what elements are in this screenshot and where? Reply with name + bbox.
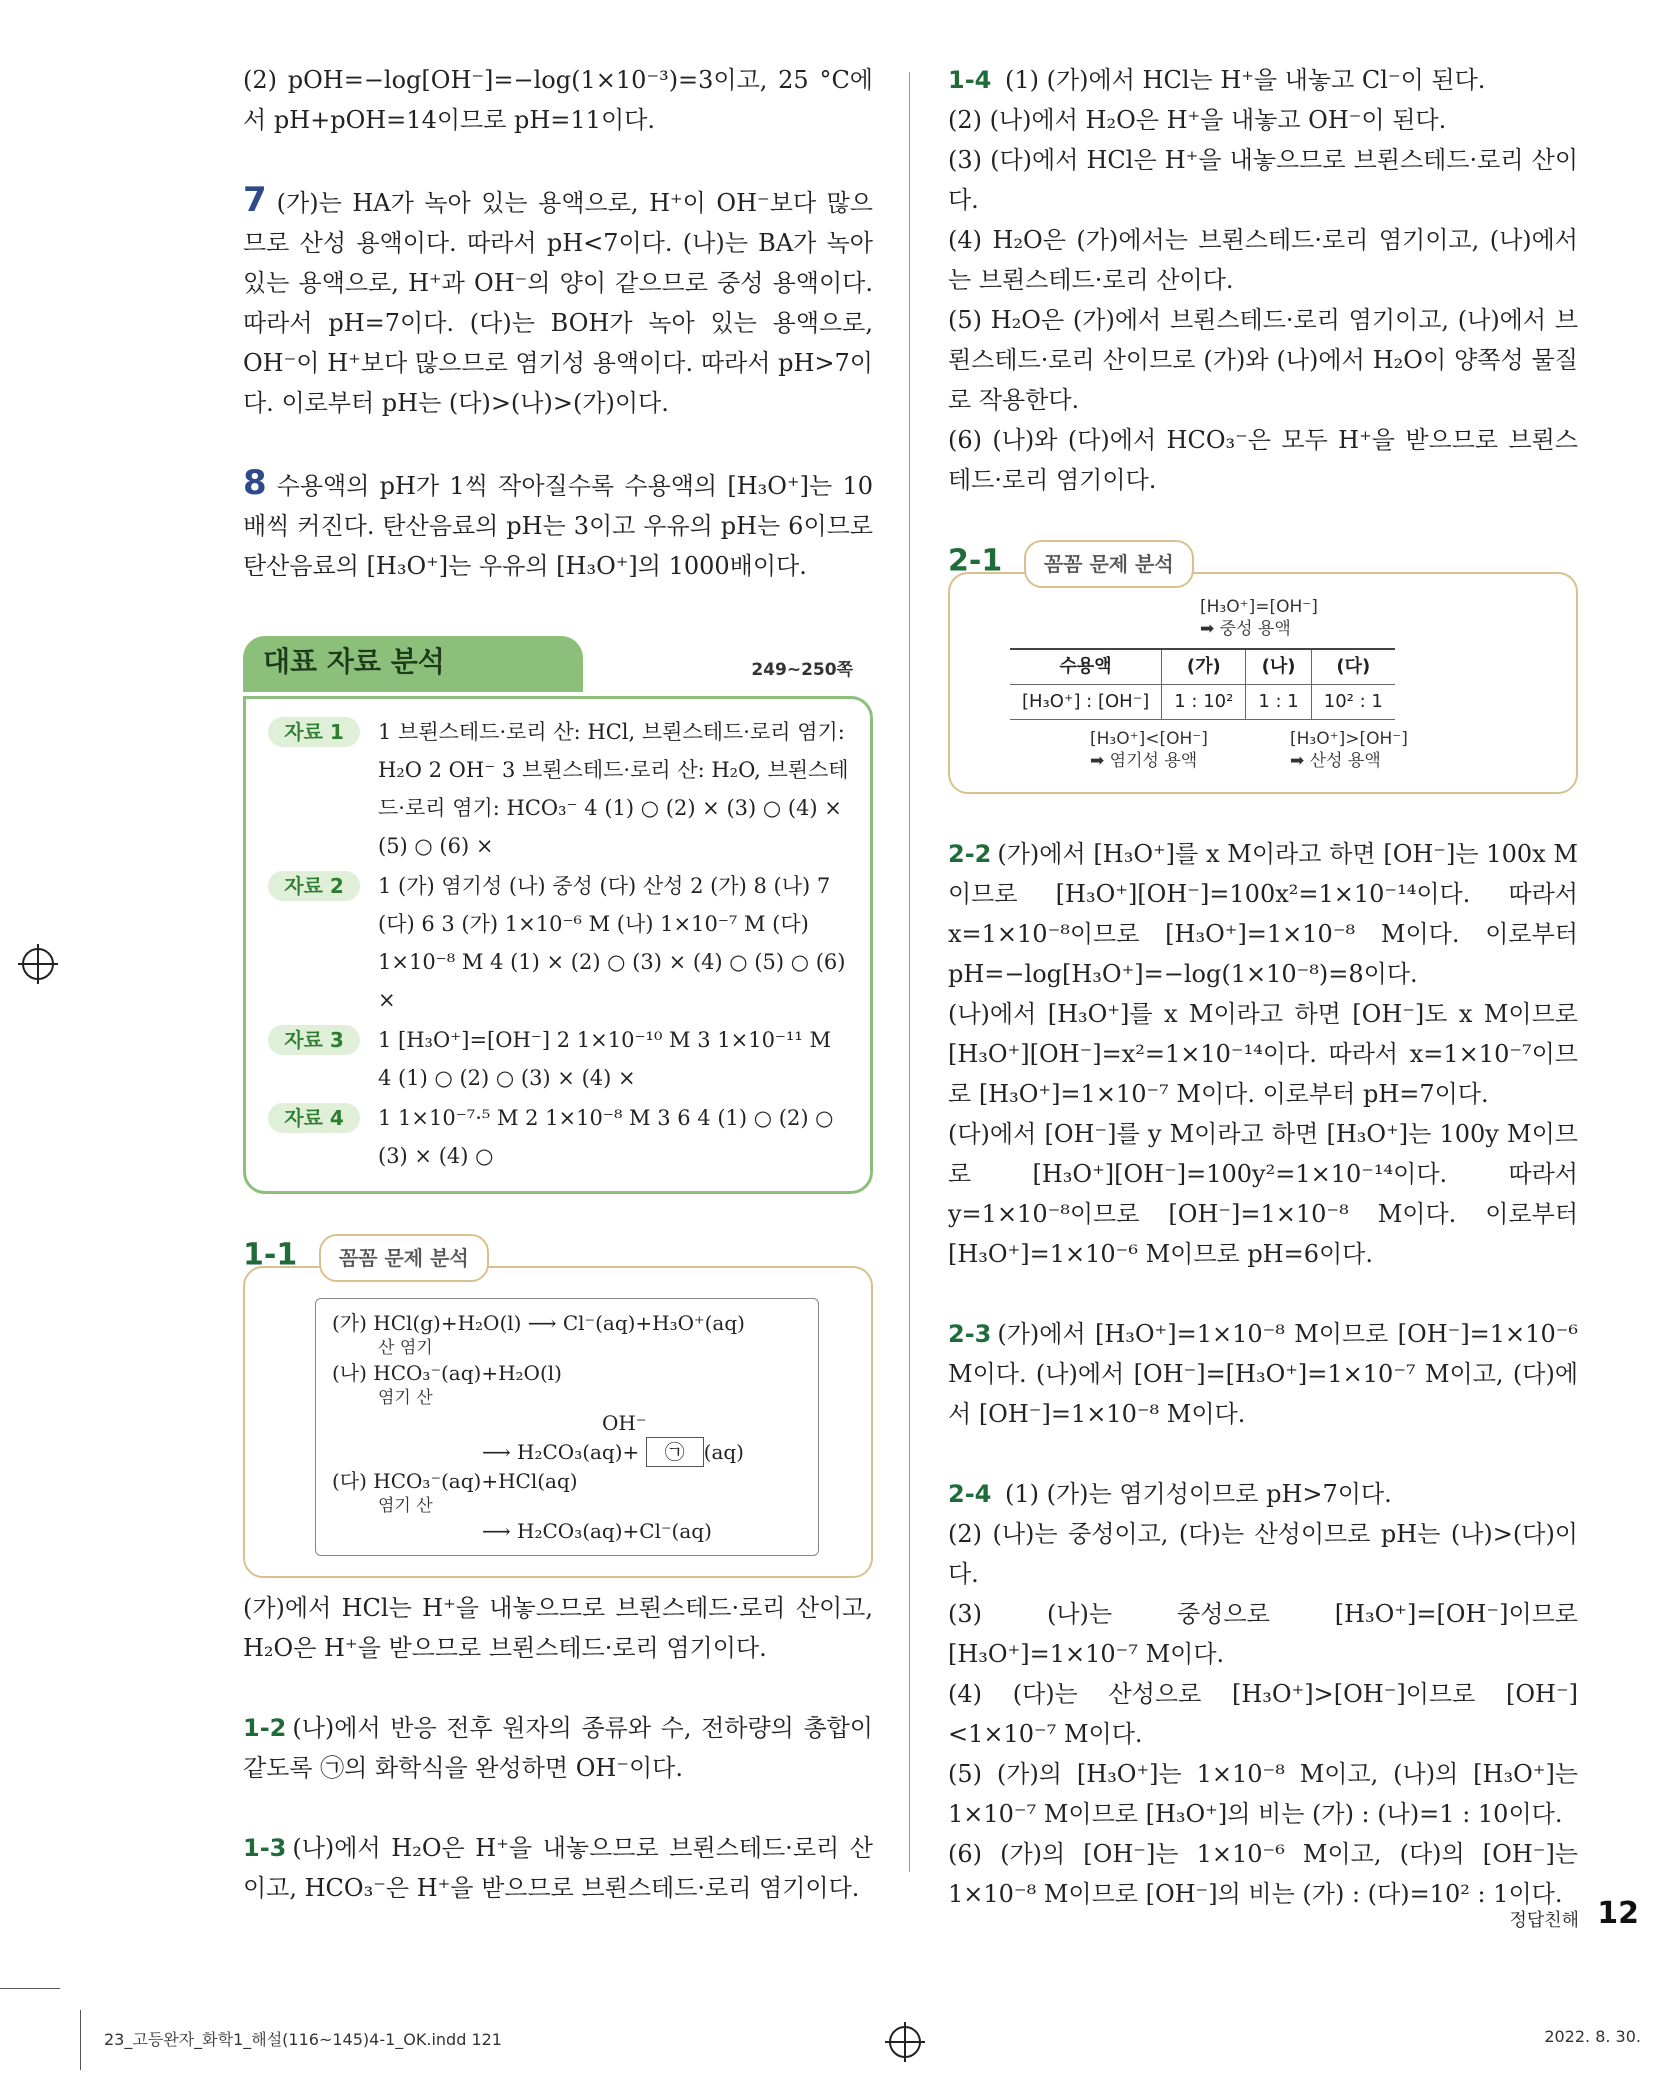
answer-item: (3) (다)에서 HCl은 H⁺을 내놓으므로 브뢴스테드·로리 산이다.: [948, 146, 1578, 214]
neutral-note-result: ➡ 중성 용액: [1200, 619, 1291, 639]
answer-paragraph: (다)에서 [OH⁻]를 y M이라고 하면 [H₃O⁺]는 100y M이므로 [H₃O⁺][OH⁻]=100y²=1×10⁻¹⁴이다. 따라서 y=1×10⁻⁸이므로 [OH⁻]=1×10⁻⁸ M이다. 이로부터 [H₃O⁺]=1×10⁻⁶ M이므로 pH=6이다.: [948, 1120, 1578, 1268]
basic-note-result: ➡ 염기성 용액: [1090, 751, 1198, 771]
answer-item: (4) (다)는 산성으로 [H₃O⁺]>[OH⁻]이므로 [OH⁻]<1×10⁻⁷ M이다.: [948, 1680, 1578, 1748]
data-badge: 자료 2: [268, 871, 360, 901]
reaction-1: (가) HCl(g)+H₂O(l) ⟶ Cl⁻(aq)+H₃O⁺(aq): [332, 1311, 745, 1335]
table-cell: 1 : 1: [1246, 685, 1311, 720]
answer-text: (가)는 HA가 녹아 있는 용액으로, H⁺이 OH⁻보다 많으므로 산성 용액이다. 따라서 pH<7이다. (나)는 BA가 녹아 있는 용액으로, H⁺과 OH⁻의 양이 같으므로 중성 용액이다. 따라서 pH=7이다. (다)는 BOH가 녹아 있는 용액으로, OH⁻이 H⁺보다 많으므로 염기성 용액이다. 따라서 pH>7이다. 이로부터 pH는 (다)>(나)>(가)이다.: [243, 189, 873, 417]
question-number: 2-2: [948, 840, 992, 868]
crop-mark: [80, 2010, 81, 2070]
rep-answers: 1 브뢴스테드·로리 산: HCl, 브뢴스테드·로리 염기: H₂O 2 OH⁻ 3 브뢴스테드·로리 산: H₂O, 브뢴스테드·로리 염기: HCO₃⁻ 4 (1) ○ (2) × (3) ○ (4) × (5) ○ (6) ×: [378, 720, 849, 858]
registration-mark-icon: [889, 2026, 921, 2058]
table-cell: 1 : 10²: [1162, 685, 1246, 720]
crop-mark: [0, 1988, 60, 1989]
basic-note: [H₃O⁺]<[OH⁻]: [1090, 729, 1208, 749]
answer-item: (4) H₂O은 (가)에서는 브뢴스테드·로리 염기이고, (나)에서는 브뢴스테드·로리 산이다.: [948, 226, 1578, 294]
representative-data-analysis: [243, 636, 873, 1194]
analysis-frame: [948, 572, 1578, 794]
analysis-label: 꼼꼼 문제 분석: [319, 1234, 489, 1282]
answer-1-4: [948, 60, 1578, 500]
table-header: (나): [1246, 649, 1311, 685]
answer-item: (2) (나)에서 H₂O은 H⁺을 내놓고 OH⁻이 된다.: [948, 106, 1447, 134]
ratio-notes: [1090, 728, 1556, 772]
right-column: [948, 60, 1578, 1914]
rep-answers: 1 [H₃O⁺]=[OH⁻] 2 1×10⁻¹⁰ M 3 1×10⁻¹¹ M 4 (1) ○ (2) ○ (3) × (4) ×: [378, 1028, 832, 1090]
reaction-2-oh: OH⁻: [602, 1411, 647, 1435]
answer-item: (5) H₂O은 (가)에서 브뢴스테드·로리 염기이고, (나)에서 브뢴스테드·로리 산이므로 (가)와 (나)에서 H₂O이 양쪽성 물질로 작용한다.: [948, 306, 1578, 414]
reaction-2-product: [482, 1437, 802, 1467]
answer-text: (나)에서 H₂O은 H⁺을 내놓으므로 브뢴스테드·로리 산이고, HCO₃⁻은 H⁺을 받으므로 브뢴스테드·로리 염기이다.: [243, 1834, 873, 1902]
acid-note-result: ➡ 산성 용액: [1290, 751, 1381, 771]
reaction-3-product: ⟶ H₂CO₃(aq)+Cl⁻(aq): [482, 1519, 712, 1543]
blank-box: ㉠: [646, 1437, 704, 1467]
reaction-1-notes: 산 염기: [378, 1338, 433, 1358]
answer-2-3: [948, 1314, 1578, 1434]
rep-row: [268, 867, 850, 1019]
answer-paragraph: (나)에서 [H₃O⁺]를 x M이라고 하면 [OH⁻]도 x M이므로 [H₃O⁺][OH⁻]=x²=1×10⁻¹⁴이다. 따라서 x=1×10⁻⁷이므로 [H₃O⁺]=1×10⁻⁷ M이다. 이로부터 pH=7이다.: [948, 1000, 1578, 1108]
acid-note: [H₃O⁺]>[OH⁻]: [1290, 729, 1408, 749]
data-badge: 자료 1: [268, 717, 360, 747]
answer-1-3: [243, 1828, 873, 1908]
rep-row: [268, 1021, 850, 1097]
answer-item: (3) (나)는 중성으로 [H₃O⁺]=[OH⁻]이므로 [H₃O⁺]=1×10⁻⁷ M이다.: [948, 1600, 1578, 1668]
page-number: 12: [1597, 1896, 1639, 1931]
table-header: 수용액: [1010, 649, 1162, 685]
rep-answers: 1 (가) 염기성 (나) 중성 (다) 산성 2 (가) 8 (나) 7 (다) 6 3 (가) 1×10⁻⁶ M (나) 1×10⁻⁷ M (다) 1×10⁻⁸ M 4 (1) × (2) ○ (3) × (4) ○ (5) ○ (6) ×: [378, 874, 846, 1012]
file-info: 23_고등완자_화학1_해설(116~145)4-1_OK.indd 121: [104, 2030, 502, 2049]
rep-answers: 1 1×10⁻⁷·⁵ M 2 1×10⁻⁸ M 3 6 4 (1) ○ (2) ○ (3) × (4) ○: [378, 1106, 834, 1168]
answer-text: (나)에서 반응 전후 원자의 종류와 수, 전하량의 총합이 같도록 ㉠의 화학식을 완성하면 OH⁻이다.: [243, 1714, 873, 1782]
answer-paragraph: [948, 834, 1578, 994]
answer-2-4: [948, 1474, 1578, 1914]
answer-item: (2) (나)는 중성이고, (다)는 산성이므로 pH는 (나)>(다)이다.: [948, 1520, 1578, 1588]
answer-7: [243, 180, 873, 423]
answer-text: (가)에서 [H₃O⁺]를 x M이라고 하면 [OH⁻]는 100x M이므로 [H₃O⁺][OH⁻]=100x²=1×10⁻¹⁴이다. 따라서 x=1×10⁻⁸이므로 [H₃O⁺]=1×10⁻⁸ M이다. 이로부터 pH=−log[H₃O⁺]=−log(1×10⁻⁸)=8이다.: [948, 840, 1578, 988]
answer-2-2: [948, 834, 1578, 1274]
question-number: 2-4: [948, 1480, 992, 1508]
answer-item: (6) (나)와 (다)에서 HCO₃⁻은 모두 H⁺을 받으므로 브뢴스테드·로리 염기이다.: [948, 426, 1578, 494]
rep-row: [268, 1099, 850, 1175]
table-header-row: [1010, 649, 1395, 685]
section-label: 정답친해: [1509, 1910, 1579, 1931]
question-number: 7: [243, 180, 267, 220]
question-number: 2-3: [948, 1320, 992, 1348]
rep-body: [243, 696, 873, 1194]
answer-item: (1) (가)는 염기성이므로 pH>7이다.: [1005, 1480, 1392, 1508]
table-cell: 10² : 1: [1311, 685, 1395, 720]
neutral-note: [H₃O⁺]=[OH⁻]: [1200, 597, 1318, 617]
answer-item: (5) (가)의 [H₃O⁺]는 1×10⁻⁸ M이고, (나)의 [H₃O⁺]는 1×10⁻⁷ M이므로 [H₃O⁺]의 비는 (가) : (나)=1 : 10이다.: [948, 1760, 1578, 1828]
table-cell: [H₃O⁺] : [OH⁻]: [1010, 685, 1162, 720]
question-number: 1-2: [243, 1714, 287, 1742]
registration-mark-icon: [22, 948, 54, 980]
prev-answer: (2) pOH=−log[OH⁻]=−log(1×10⁻³)=3이고, 25 °C에서 pH+pOH=14이므로 pH=11이다.: [243, 66, 873, 134]
answer-item: (6) (가)의 [OH⁻]는 1×10⁻⁶ M이고, (다)의 [OH⁻]는 1×10⁻⁸ M이므로 [OH⁻]의 비는 (가) : (다)=10² : 1이다.: [948, 1840, 1578, 1908]
answer-1-1-text: (가)에서 HCl는 H⁺을 내놓으므로 브뢴스테드·로리 산이고, H₂O은 H⁺을 받으므로 브뢴스테드·로리 염기이다.: [243, 1594, 873, 1662]
question-number: 8: [243, 463, 267, 503]
rep-row: [268, 713, 850, 865]
table-header: (다): [1311, 649, 1395, 685]
rep-title: 대표 자료 분석: [263, 645, 445, 678]
table-row: [1010, 685, 1395, 720]
reaction-2-product-text: ⟶ H₂CO₃(aq)+: [482, 1440, 640, 1464]
answer-text: 수용액의 pH가 1씩 작아질수록 수용액의 [H₃O⁺]는 10배씩 커진다. 탄산음료의 pH는 3이고 우유의 pH는 6이므로 탄산음료의 [H₃O⁺]는 우유의 [H₃O⁺]의 1000배이다.: [243, 472, 873, 580]
analysis-1-1: [243, 1234, 873, 1578]
question-number: 1-3: [243, 1834, 287, 1862]
data-badge: 자료 3: [268, 1025, 360, 1055]
answer-1-2: [243, 1708, 873, 1788]
answer-item: (1) (가)에서 HCl는 H⁺을 내놓고 Cl⁻이 된다.: [1005, 66, 1486, 94]
reaction-2-end: (aq): [703, 1440, 744, 1464]
reaction-3: (다) HCO₃⁻(aq)+HCl(aq): [332, 1469, 578, 1493]
analysis-frame: [243, 1266, 873, 1578]
question-number: 2-1: [948, 543, 1003, 579]
analysis-2-1: [948, 540, 1578, 794]
table-header: (가): [1162, 649, 1246, 685]
left-column: [243, 60, 873, 1908]
answer-text: (가)에서 [H₃O⁺]=1×10⁻⁸ M이므로 [OH⁻]=1×10⁻⁶ M이다. (나)에서 [OH⁻]=[H₃O⁺]=1×10⁻⁷ M이고, (다)에서 [OH⁻]=1×10⁻⁸ M이다.: [948, 1320, 1578, 1428]
answer-8: [243, 463, 873, 586]
question-number: 1-4: [948, 66, 992, 94]
column-divider: [909, 72, 910, 1872]
analysis-label: 꼼꼼 문제 분석: [1024, 540, 1194, 588]
ratio-table: [1010, 648, 1395, 720]
print-date: 2022. 8. 30.: [1544, 2027, 1641, 2046]
data-badge: 자료 4: [268, 1103, 360, 1133]
question-number: 1-1: [243, 1237, 298, 1273]
reaction-2-notes: 염기 산: [378, 1388, 433, 1408]
reaction-3-notes: 염기 산: [378, 1496, 433, 1516]
reaction-box: [315, 1298, 819, 1556]
reaction-2: (나) HCO₃⁻(aq)+H₂O(l): [332, 1361, 562, 1385]
rep-pages: 249~250쪽: [751, 660, 853, 680]
